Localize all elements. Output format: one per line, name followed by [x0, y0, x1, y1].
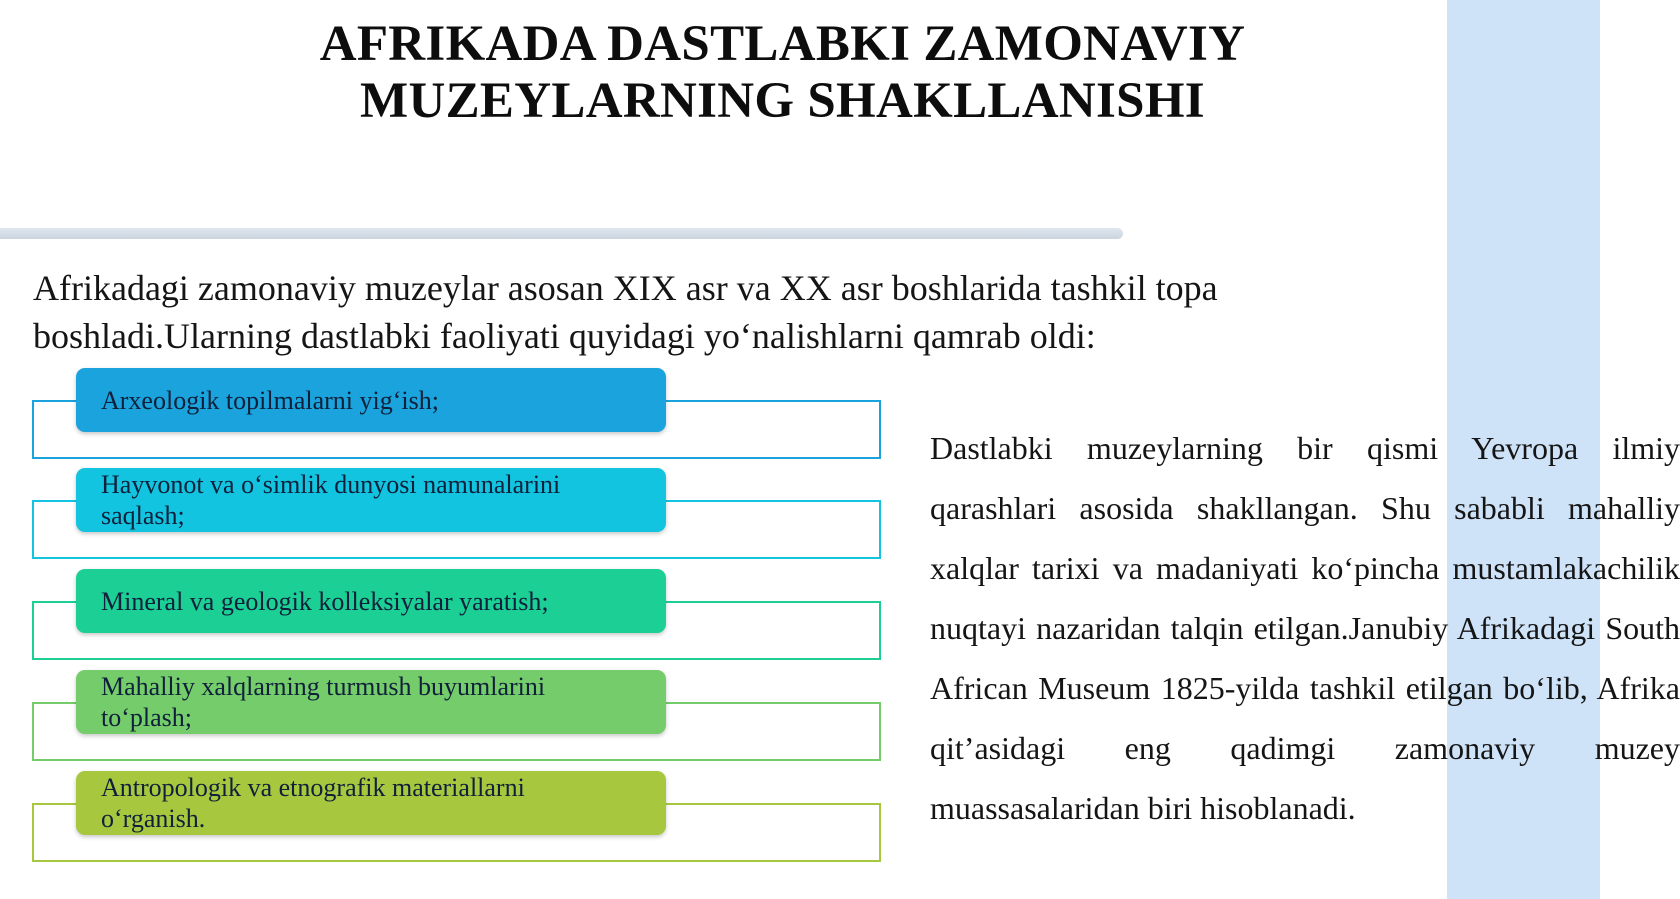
slide-title-line-2: MUZEYLARNING SHAKLLANISHI [360, 73, 1205, 129]
list-item-label: Mahalliy xalqlarning turmush buyumlarini to‘plash; [101, 672, 546, 732]
title-divider [0, 228, 1123, 239]
body-paragraph: Dastlabki muzeylarning bir qismi Yevropa ilmiy qarashlari asosida shakllangan. Shu sababli mahalliy xalqlar tarixi va madaniyati ko‘pincha mustamlakachilik nuqtayi nazaridan talqin etilgan.Janubiy Afrikadagi South African Museum 1825-yilda tashkil etilgan bo‘lib, Afrika qit’asidagi eng qadimgi zamonaviy muzey muassasalaridan biri hisoblanadi. [930, 430, 1680, 826]
body-text-column [930, 418, 1680, 888]
list-item-5 [32, 771, 879, 872]
list-item-label: Antropologik va etnografik materiallarni o‘rganish. [101, 773, 525, 833]
list-item-pill [76, 670, 666, 734]
list-item-4 [32, 670, 879, 771]
list-item-3 [32, 569, 879, 670]
list-item-pill [76, 368, 666, 432]
list-item-pill [76, 771, 666, 835]
slide-title [260, 16, 1305, 130]
list-item-label: Arxeologik topilmalarni yig‘ish; [101, 385, 439, 415]
list-item-pill [76, 468, 666, 532]
list-item-pill [76, 569, 666, 633]
intro-paragraph: Afrikadagi zamonaviy muzeylar asosan XIX asr va XX asr boshlarida tashkil topa boshladi.Ularning dastlabki faoliyati quyidagi yo‘nalishlarni qamrab oldi: [33, 268, 1218, 356]
slide-title-line-1: AFRIKADA DASTLABKI ZAMONAVIY [319, 16, 1246, 72]
list-item-1 [32, 368, 879, 469]
list-item-label: Hayvonot va o‘simlik dunyosi namunalarini saqlash; [101, 470, 561, 530]
list-item-2 [32, 468, 879, 569]
list-item-label: Mineral va geologik kolleksiyalar yaratish; [101, 586, 549, 616]
